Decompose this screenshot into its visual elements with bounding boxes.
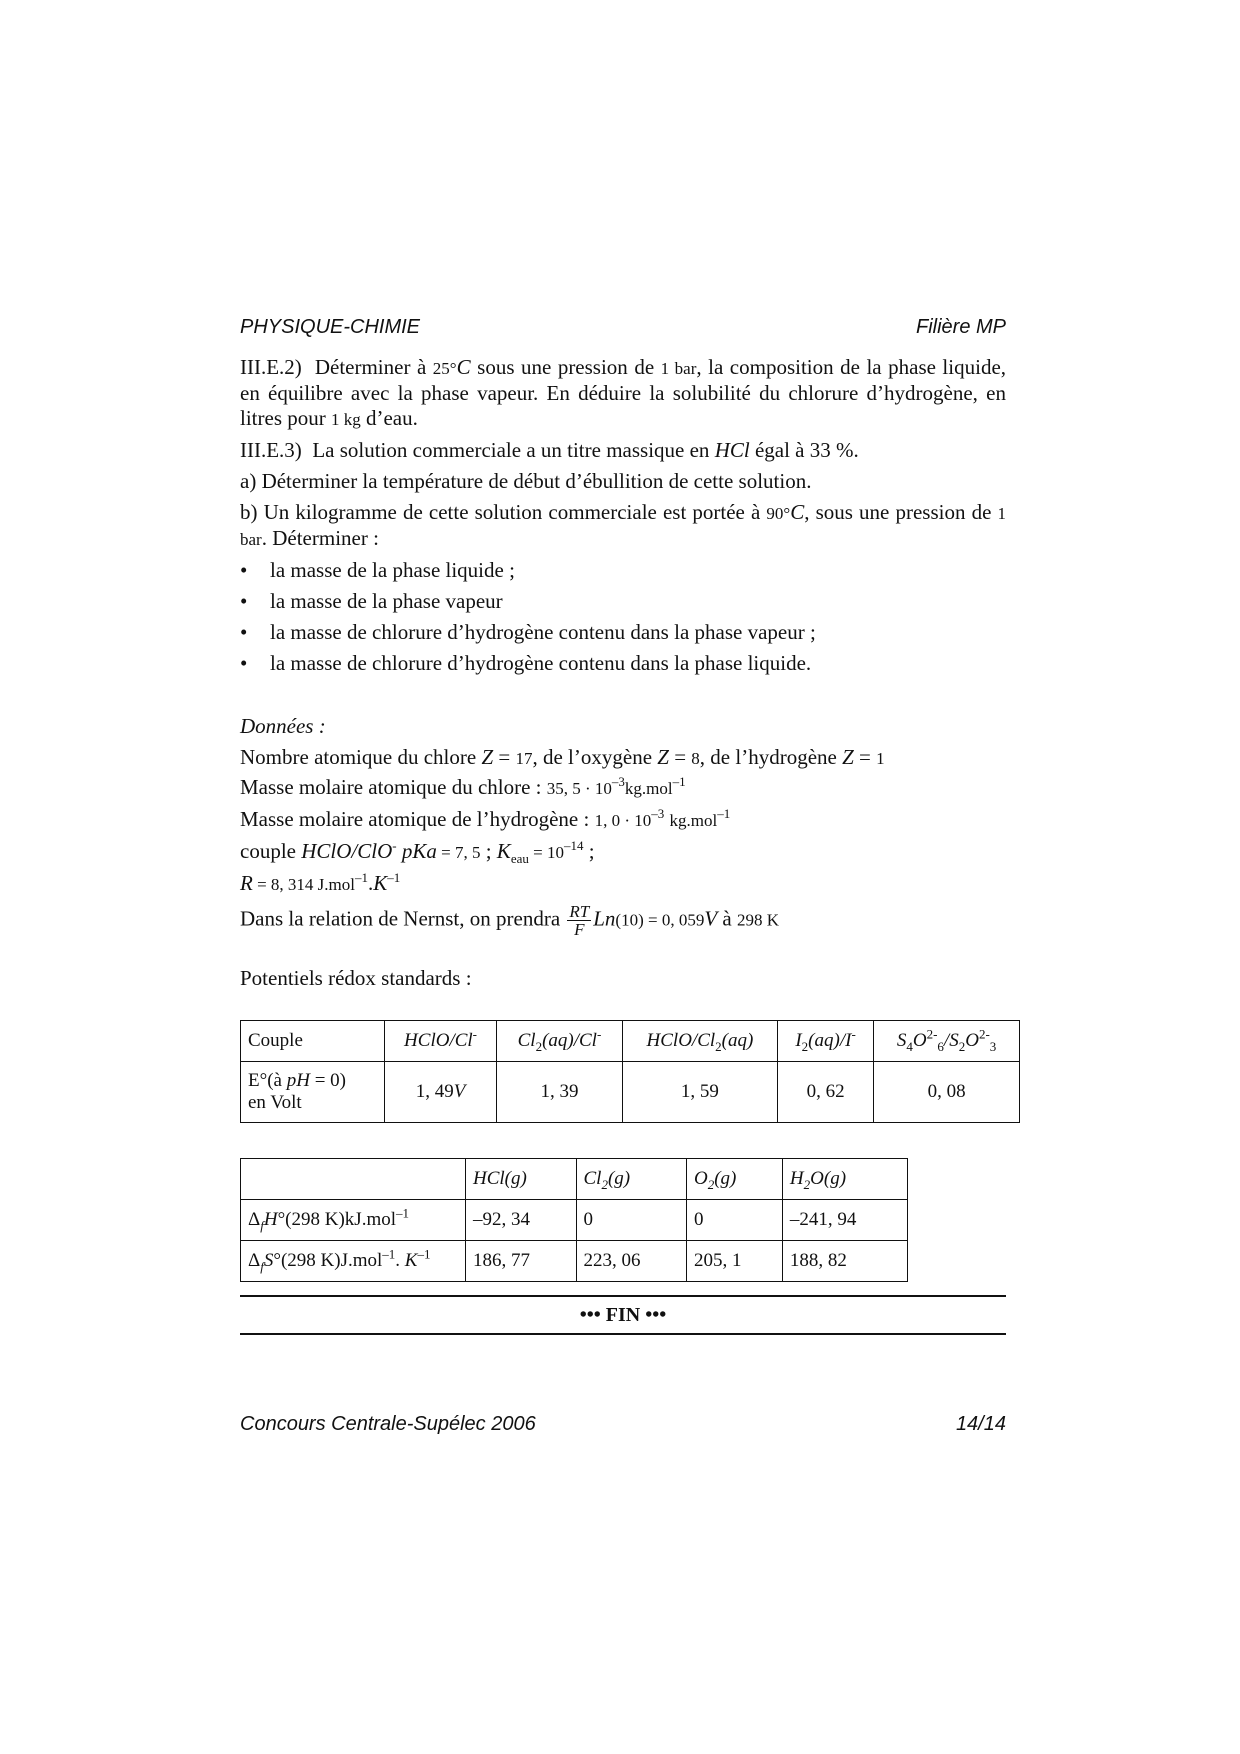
donnees-text: Masse molaire atomique du chlore : [240, 775, 542, 799]
page-header [240, 316, 1006, 339]
charge: - [596, 1026, 602, 1042]
question-e2-temp: 25° [432, 359, 457, 378]
table-cell: 186, 77 [466, 1241, 577, 1282]
subscript: 2 [535, 1038, 543, 1054]
r-value: = 8, 314 J.mol [252, 875, 355, 894]
z-chlore: 17 [515, 749, 533, 768]
table-cell [576, 1159, 687, 1200]
exponent: –3 [611, 774, 625, 789]
fraction-denominator: F [574, 920, 585, 939]
formula: (g) [607, 1168, 631, 1189]
page-footer [240, 1413, 1006, 1436]
question-e3-b-text-2: , sous une pression de [804, 500, 992, 524]
charge: - [392, 838, 397, 853]
ph-label: pH [286, 1070, 310, 1091]
question-e3-text-1: La solution commerciale a un titre massique en [312, 438, 710, 462]
delta-symbol: Δ [248, 1209, 261, 1230]
table-cell [622, 1021, 777, 1062]
subscript: 4 [906, 1038, 913, 1054]
formula: H [789, 1168, 804, 1189]
entropy-symbol: S [263, 1250, 274, 1271]
formula: HClO/Cl [646, 1030, 716, 1051]
thermo-table [240, 1158, 908, 1282]
exponent: –1 [396, 1205, 410, 1221]
donnees-gas-constant [240, 871, 1006, 897]
subscript: 2 [715, 1038, 722, 1054]
page-content [240, 355, 1006, 997]
table-cell: 223, 06 [576, 1241, 687, 1282]
subscript: 2 [958, 1038, 966, 1054]
page [240, 0, 1006, 1754]
list-item-text: la masse de la phase vapeur [270, 589, 503, 613]
fraction [567, 903, 591, 938]
redox-table [240, 1020, 1020, 1123]
table-cell [241, 1200, 466, 1241]
table-cell: 0 [576, 1200, 687, 1241]
donnees-text: Nombre atomique du chlore [240, 745, 477, 769]
unit: kg.mol [624, 779, 673, 798]
pka-value: = 7, 5 [436, 843, 481, 862]
table-cell: Couple [241, 1021, 385, 1062]
formula: (aq)/I [808, 1030, 852, 1051]
kelvin-symbol: K [373, 871, 388, 895]
question-e3-b-pressure: 1 bar [240, 504, 1007, 549]
donnees-block [240, 745, 1006, 938]
subscript: eau [510, 851, 529, 867]
question-e3-species: HCl [714, 438, 750, 462]
table-cell [241, 1241, 466, 1282]
volt-symbol: V [453, 1081, 466, 1102]
row-label: E°(à [248, 1070, 282, 1091]
equals-sign: = [493, 745, 516, 769]
enthalpy-symbol: H [263, 1209, 278, 1230]
table-cell [782, 1159, 907, 1200]
table-cell [241, 1062, 385, 1123]
table-row [241, 1159, 908, 1200]
separator: . [367, 871, 374, 895]
table-row [241, 1062, 1020, 1123]
list-item-text: la masse de chlorure d’hydrogène contenu dans la phase vapeur ; [270, 620, 816, 644]
exponent: –1 [417, 1246, 431, 1262]
separator: . [395, 1250, 405, 1271]
question-e3-b-text-1: b) Un kilogramme de cette solution commerciale est portée à [240, 500, 761, 524]
exponent: –3 [651, 806, 665, 821]
donnees-text: Dans la relation de Nernst, on prendra [240, 906, 561, 931]
molar-mass-h-value: 1, 0 · 10 [594, 811, 652, 830]
subscript: 2 [601, 1176, 608, 1192]
table-cell [497, 1021, 623, 1062]
keau-value: = 10 [528, 843, 564, 862]
table-cell: –241, 94 [782, 1200, 907, 1241]
question-e3 [240, 438, 1006, 463]
subscript: f [260, 1258, 264, 1274]
table-row [241, 1241, 908, 1282]
question-e3-b-temp-unit: C [790, 500, 805, 524]
separator: ; [583, 839, 595, 863]
row-label: = 0) [309, 1070, 346, 1091]
subscript: 2 [707, 1176, 715, 1192]
molar-mass-cl-value: 35, 5 · 10 [546, 779, 612, 798]
donnees-molar-mass-cl [240, 775, 1006, 801]
subscript: 2 [803, 1176, 811, 1192]
question-e2-label: III.E.2) [240, 355, 302, 379]
equals-sign: = [853, 745, 877, 769]
ln-label: Ln [593, 906, 616, 931]
table-cell: 188, 82 [782, 1241, 907, 1282]
donnees-text: à [722, 906, 732, 931]
donnees-atomic-numbers [240, 745, 1006, 771]
formula: O(g) [810, 1168, 847, 1189]
formula: (g) [714, 1168, 737, 1189]
donnees-text: Masse molaire atomique de l’hydrogène : [240, 807, 590, 831]
charge: - [472, 1026, 478, 1042]
formula: Cl [583, 1168, 602, 1189]
keau-label: K [496, 839, 511, 863]
bullet-icon: • [240, 589, 248, 613]
table-cell: 205, 1 [687, 1241, 783, 1282]
subscript: f [260, 1217, 264, 1233]
pka-label: pKa [401, 839, 437, 863]
question-e2-pressure: 1 bar [660, 359, 697, 378]
question-e2-text-4: d’eau. [365, 406, 418, 430]
question-e3-b-temp: 90° [766, 504, 791, 523]
formula: O [694, 1168, 708, 1189]
header-track: Filière MP [915, 316, 1006, 338]
z-symbol: Z [657, 745, 669, 769]
formula: HClO/Cl [404, 1030, 473, 1051]
row-label: en Volt [248, 1092, 302, 1113]
z-symbol: Z [481, 745, 494, 769]
r-label: R [240, 871, 253, 895]
question-e2-mass: 1 kg [330, 410, 361, 429]
row-label: °(298 K)kJ.mol [277, 1209, 397, 1230]
subscript: 6 [937, 1038, 944, 1054]
end-marker: ••• FIN ••• [240, 1295, 1006, 1335]
charge: 2- [926, 1026, 938, 1042]
potential-value: 1, 49 [415, 1081, 454, 1102]
footer-contest: Concours Centrale-Supélec 2006 [240, 1413, 536, 1435]
exponent: –1 [672, 774, 686, 789]
formula: HCl(g) [473, 1168, 527, 1189]
table-cell: 0 [687, 1200, 783, 1241]
list-item-text: la masse de la phase liquide ; [270, 558, 515, 582]
donnees-couple-pka [240, 839, 1006, 865]
header-subject: PHYSIQUE-CHIMIE [240, 316, 421, 338]
formula: (aq) [721, 1030, 754, 1051]
bullet-icon: • [240, 651, 248, 675]
bullet-list [240, 558, 1006, 676]
formula: S [896, 1030, 907, 1051]
table-row [241, 1200, 908, 1241]
donnees-molar-mass-h [240, 807, 1006, 833]
question-e3-text-2: égal à 33 %. [754, 438, 859, 462]
formula: O [912, 1030, 927, 1051]
couple-formula: HClO/ClO [301, 839, 393, 863]
separator: ; [480, 839, 497, 863]
question-e3-b [240, 500, 1006, 552]
question-e3-b-text-3: . Déterminer : [261, 526, 379, 550]
question-e3-a: a) Déterminer la température de début d’ébullition de cette solution. [240, 469, 812, 493]
z-hydrogene: 1 [876, 749, 885, 768]
question-e2-text-3: , la composition de la phase liquide, en équilibre avec la phase vapeur. En déduire la solubilité du chlorure d’hydrogène, en litres pour [240, 355, 1007, 430]
list-item [240, 651, 1006, 676]
exponent: –1 [717, 806, 731, 821]
charge: 2- [978, 1026, 990, 1042]
row-label: °(298 K)J.mol [273, 1250, 383, 1271]
page-number: 14/14 [955, 1413, 1006, 1435]
question-e2-text-2: sous une pression de [477, 355, 655, 379]
z-symbol: Z [842, 745, 854, 769]
table-cell: 1, 59 [622, 1062, 777, 1123]
delta-symbol: Δ [248, 1250, 261, 1271]
formula: (aq)/Cl [542, 1030, 597, 1051]
table-cell [384, 1021, 496, 1062]
list-item [240, 620, 1006, 645]
table-cell: –92, 34 [466, 1200, 577, 1241]
redox-title: Potentiels rédox standards : [240, 966, 472, 990]
donnees-nernst [240, 903, 1006, 938]
table-cell: 0, 62 [778, 1062, 874, 1123]
exponent: –1 [354, 870, 368, 885]
unit: kg.mol [669, 811, 718, 830]
list-item [240, 589, 1006, 614]
nernst-value: (10) = 0, 059 [615, 910, 705, 930]
donnees-text: couple [240, 839, 296, 863]
volt-symbol: V [704, 906, 718, 931]
table-cell [241, 1159, 466, 1200]
question-e2 [240, 355, 1006, 432]
kelvin-symbol: K [404, 1250, 418, 1271]
formula: O [965, 1030, 979, 1051]
list-item [240, 558, 1006, 583]
subscript: 2 [801, 1038, 809, 1054]
question-e2-temp-unit: C [456, 355, 471, 379]
list-item-text: la masse de chlorure d’hydrogène contenu dans la phase liquide. [270, 651, 812, 675]
formula: I [795, 1030, 802, 1051]
fraction-numerator: RT [569, 902, 590, 921]
exponent: –1 [387, 870, 401, 885]
donnees-text: , de l’hydrogène [699, 745, 837, 769]
z-oxygene: 8 [691, 749, 700, 768]
donnees-title: Données : [240, 714, 326, 738]
formula: Cl [517, 1030, 536, 1051]
equals-sign: = [668, 745, 692, 769]
table-cell: 1, 39 [497, 1062, 623, 1123]
nernst-temp: 298 K [737, 910, 780, 930]
question-e3-label: III.E.3) [240, 438, 302, 462]
table-cell: 0, 08 [874, 1062, 1020, 1123]
charge: - [851, 1026, 856, 1042]
bullet-icon: • [240, 558, 248, 582]
exponent: –14 [563, 838, 584, 853]
table-row [241, 1021, 1020, 1062]
bullet-icon: • [240, 620, 248, 644]
donnees-text: , de l’oxygène [532, 745, 653, 769]
formula: /S [943, 1030, 959, 1051]
exponent: –1 [382, 1246, 396, 1262]
table-cell [874, 1021, 1020, 1062]
subscript: 3 [989, 1038, 997, 1054]
table-cell [384, 1062, 496, 1123]
table-cell [687, 1159, 783, 1200]
table-cell [466, 1159, 577, 1200]
table-cell [778, 1021, 874, 1062]
question-e2-text-1: Déterminer à [314, 355, 427, 379]
